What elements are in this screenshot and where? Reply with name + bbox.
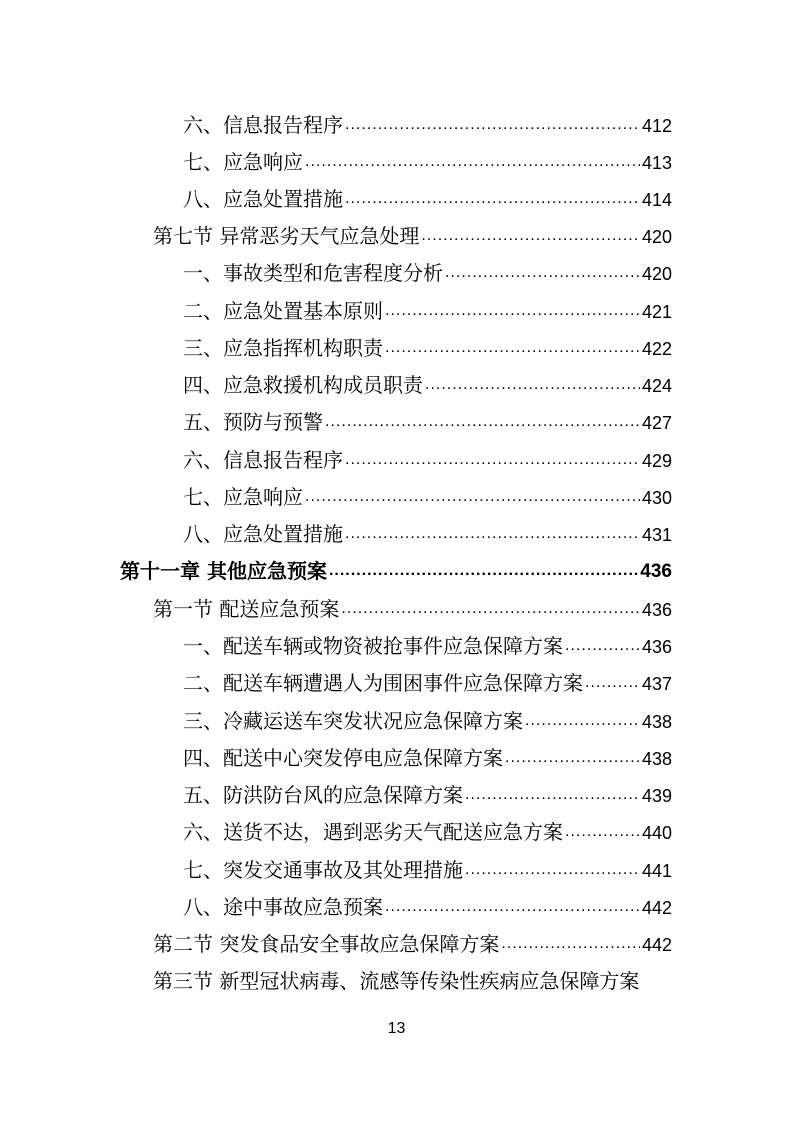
toc-entry-label: 七、应急响应 [183,150,303,174]
dot-leader [325,411,640,435]
dot-leader [341,598,640,622]
toc-entry[interactable] [183,287,672,324]
toc-entry-page: 429 [641,451,672,471]
toc-entry-label: 五、预防与预警 [183,410,323,434]
toc-entry-label: 一、事故类型和危害程度分析 [183,261,443,285]
toc-entry[interactable] [183,659,672,696]
toc-entry-label: 四、应急救援机构成员职责 [183,373,423,397]
toc-entry-label: 第三节 新型冠状病毒、流感等传染性疾病应急保障方案 [153,969,640,993]
dot-leader [465,784,640,808]
dot-leader [525,710,640,734]
toc-entry[interactable] [183,436,672,473]
toc-entry[interactable] [183,883,672,920]
toc-entry[interactable] [183,697,672,734]
dot-leader [421,225,640,249]
toc-section-entry[interactable] [153,212,672,249]
toc-entry-page: 430 [641,488,672,508]
toc-entry-label: 二、应急处置基本原则 [183,299,383,323]
toc-entry-page: 438 [641,749,672,769]
toc-chapter-entry[interactable] [120,547,672,584]
dot-leader [385,337,640,361]
dot-leader [345,188,640,212]
toc-entry[interactable] [183,249,672,286]
toc-entry-label: 五、防洪防台风的应急保障方案 [183,783,463,807]
dot-leader [565,821,640,845]
toc-entry-label: 六、信息报告程序 [183,448,343,472]
toc-section-entry[interactable] [153,920,672,957]
toc-entry-label: 八、应急处置措施 [183,187,343,211]
toc-entry[interactable] [183,361,672,398]
toc-entry-label: 一、配送车辆或物资被抢事件应急保障方案 [183,634,563,658]
toc-entry-page: 438 [641,712,672,732]
dot-leader [385,300,640,324]
toc-entry[interactable] [183,622,672,659]
toc-entry[interactable] [183,398,672,435]
toc-entry[interactable] [183,510,672,547]
toc-entry[interactable] [183,473,672,510]
toc-entry[interactable] [183,138,672,175]
toc-entry-label: 三、应急指挥机构职责 [183,336,383,360]
toc-entry-page: 437 [641,674,672,694]
toc-entry[interactable] [183,175,672,212]
toc-entry-page: 413 [641,153,672,173]
toc-entry-page: 441 [641,861,672,881]
toc-entry-page: 414 [641,190,672,210]
toc-entry-page: 431 [641,525,672,545]
toc-entry-label: 二、配送车辆遭遇人为围困事件应急保障方案 [183,671,583,695]
dot-leader [501,933,640,957]
toc-entry-label: 八、应急处置措施 [183,522,343,546]
dot-leader [465,859,640,883]
dot-leader [565,635,640,659]
dot-leader [445,262,640,286]
toc-entry-page: 442 [641,935,672,955]
dot-leader [305,486,640,510]
toc-entry-page: 421 [641,302,672,322]
toc-entry-label: 三、冷藏运送车突发状况应急保障方案 [183,709,523,733]
toc-entry-label: 八、途中事故应急预案 [183,895,383,919]
dot-leader [641,992,670,994]
toc-entry-label: 七、应急响应 [183,485,303,509]
dot-leader [329,560,638,584]
toc-entry-label: 第一节 配送应急预案 [153,597,340,621]
dot-leader [505,747,640,771]
toc-entry-label: 六、送货不达，遇到恶劣天气配送应急方案 [183,820,563,844]
toc-entry-label: 第二节 突发食品安全事故应急保障方案 [153,932,500,956]
toc-entry-label: 七、突发交通事故及其处理措施 [183,858,463,882]
toc-entry-page: 436 [641,600,672,620]
toc-entry-page: 420 [641,227,672,247]
dot-leader [345,523,640,547]
toc-entry-label: 六、信息报告程序 [183,113,343,137]
toc-entry[interactable] [183,324,672,361]
toc-entry-page: 424 [641,376,672,396]
dot-leader [345,449,640,473]
dot-leader [345,114,640,138]
toc-section-entry[interactable] [153,957,672,994]
toc-entry-page: 440 [641,823,672,843]
toc-section-entry[interactable] [153,585,672,622]
page-number: 13 [387,1020,406,1037]
dot-leader [425,374,640,398]
dot-leader [585,672,640,696]
toc-entry[interactable] [183,846,672,883]
dot-leader [385,896,640,920]
toc-entry-page: 427 [641,413,672,433]
toc-entry[interactable] [183,734,672,771]
toc-entry-page: 442 [641,898,672,918]
toc-entry[interactable] [183,771,672,808]
toc-entry-page: 420 [641,264,672,284]
toc-entry[interactable] [183,101,672,138]
toc-entry-label: 四、配送中心突发停电应急保障方案 [183,746,503,770]
toc-entry-label: 第七节 异常恶劣天气应急处理 [153,224,420,248]
toc-entry-page: 436 [641,637,672,657]
dot-leader [305,151,640,175]
toc-entry-page: 439 [641,786,672,806]
toc-entry-label: 第十一章 其他应急预案 [120,559,327,583]
toc-entry-page: 412 [641,116,672,136]
toc-entry[interactable] [183,808,672,845]
toc-entry-page: 436 [640,561,672,582]
toc-entry-page: 422 [641,339,672,359]
